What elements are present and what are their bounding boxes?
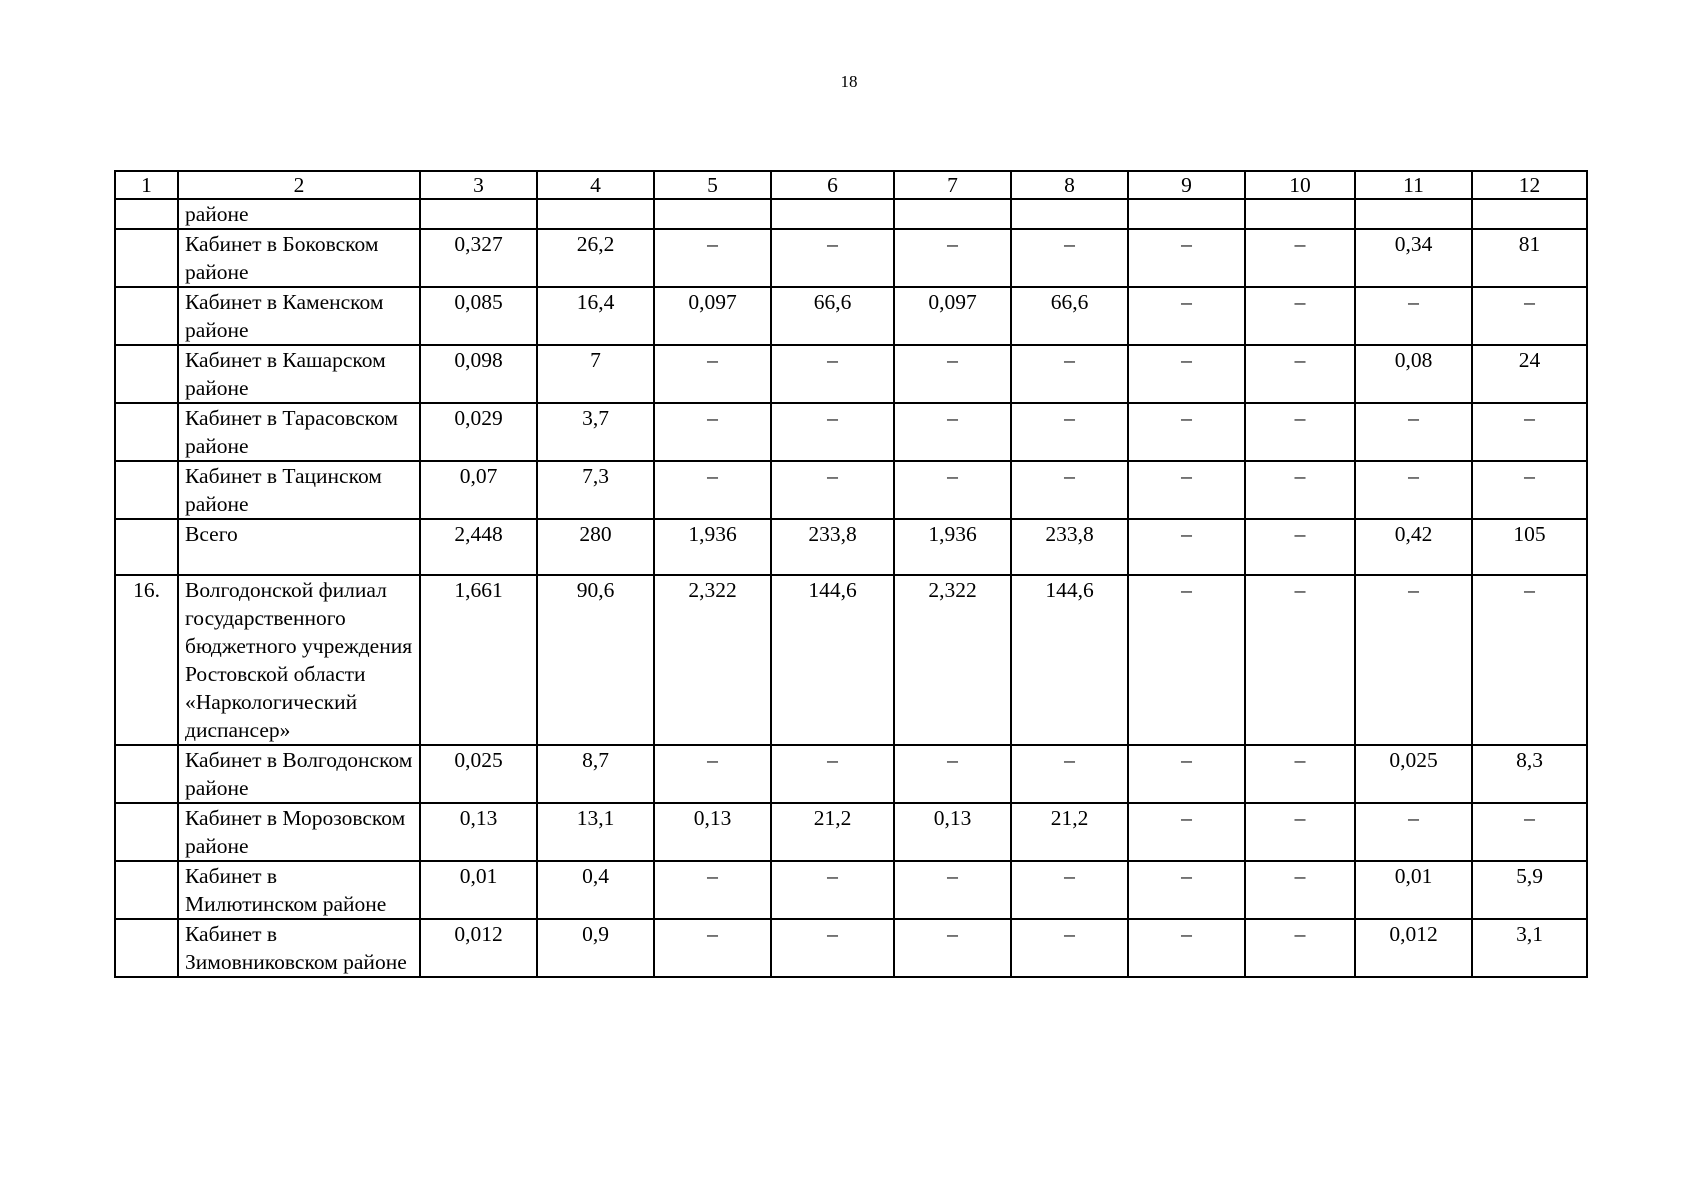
cell-value: 0,34 [1355, 229, 1472, 287]
cell-value [894, 199, 1011, 229]
cell-value: – [1472, 287, 1587, 345]
cell-value: – [894, 403, 1011, 461]
cell-value: – [894, 345, 1011, 403]
cell-value: 3,7 [537, 403, 654, 461]
data-table [114, 170, 1588, 978]
cell-value [537, 199, 654, 229]
column-header: 11 [1355, 171, 1472, 199]
cell-value: 105 [1472, 519, 1587, 575]
cell-value: 8,3 [1472, 745, 1587, 803]
column-header: 1 [115, 171, 178, 199]
cell-value: – [1128, 519, 1245, 575]
cell-value: – [1245, 861, 1355, 919]
row-number [115, 345, 178, 403]
cell-value: – [654, 745, 771, 803]
cell-value: – [654, 403, 771, 461]
cell-value: – [1011, 345, 1128, 403]
cell-value: 16,4 [537, 287, 654, 345]
cell-value: – [654, 229, 771, 287]
table-row [115, 403, 1587, 461]
cell-value: 2,322 [894, 575, 1011, 745]
cell-value: 1,936 [654, 519, 771, 575]
cell-value: 0,01 [420, 861, 537, 919]
cell-value: – [1355, 575, 1472, 745]
cell-value: 0,025 [1355, 745, 1472, 803]
cell-value: – [894, 861, 1011, 919]
column-header: 8 [1011, 171, 1128, 199]
cell-value: – [771, 229, 894, 287]
cell-value: 66,6 [1011, 287, 1128, 345]
table-row [115, 861, 1587, 919]
cell-value: – [654, 461, 771, 519]
cell-value: 0,07 [420, 461, 537, 519]
cell-value [771, 199, 894, 229]
row-number: 16. [115, 575, 178, 745]
cell-value: – [771, 919, 894, 977]
column-header: 7 [894, 171, 1011, 199]
cell-value: 233,8 [1011, 519, 1128, 575]
cell-value: 3,1 [1472, 919, 1587, 977]
cell-value: 0,4 [537, 861, 654, 919]
cell-value: 81 [1472, 229, 1587, 287]
cell-value: – [894, 745, 1011, 803]
cell-value: – [1355, 403, 1472, 461]
table-row [115, 229, 1587, 287]
cell-value: 0,13 [420, 803, 537, 861]
column-header: 5 [654, 171, 771, 199]
cell-value: 0,098 [420, 345, 537, 403]
cell-value: – [1128, 345, 1245, 403]
cell-value: – [1472, 461, 1587, 519]
column-header: 4 [537, 171, 654, 199]
row-number [115, 403, 178, 461]
cell-value: 0,13 [894, 803, 1011, 861]
cell-value: – [1472, 403, 1587, 461]
table-row-total [115, 519, 1587, 575]
table-row [115, 919, 1587, 977]
cell-value: – [894, 229, 1011, 287]
cell-value: 0,9 [537, 919, 654, 977]
cell-value: – [1245, 345, 1355, 403]
cell-value: – [1011, 229, 1128, 287]
cell-value: 2,322 [654, 575, 771, 745]
cell-value: 66,6 [771, 287, 894, 345]
cell-value: – [1355, 803, 1472, 861]
cell-value: – [1245, 519, 1355, 575]
cell-value: – [894, 461, 1011, 519]
cell-value: – [1011, 461, 1128, 519]
cell-value: – [1128, 403, 1245, 461]
cell-value: – [1245, 919, 1355, 977]
row-name: Кабинет в Зимовниковском районе [178, 919, 420, 977]
table-row [115, 461, 1587, 519]
column-header: 10 [1245, 171, 1355, 199]
cell-value: 0,097 [894, 287, 1011, 345]
cell-value [1011, 199, 1128, 229]
cell-value: 90,6 [537, 575, 654, 745]
cell-value: 1,936 [894, 519, 1011, 575]
table-row [115, 199, 1587, 229]
cell-value: 0,327 [420, 229, 537, 287]
cell-value: – [1355, 287, 1472, 345]
page-number: 18 [840, 72, 858, 91]
cell-value: – [654, 861, 771, 919]
cell-value: – [1245, 803, 1355, 861]
cell-value [654, 199, 771, 229]
column-header: 9 [1128, 171, 1245, 199]
row-name: Кабинет в Боковском районе [178, 229, 420, 287]
cell-value: 280 [537, 519, 654, 575]
cell-value: – [1011, 919, 1128, 977]
cell-value: – [654, 919, 771, 977]
cell-value: – [1128, 919, 1245, 977]
table-row [115, 575, 1587, 745]
cell-value: – [894, 919, 1011, 977]
row-number [115, 519, 178, 575]
table-row [115, 803, 1587, 861]
cell-value: 0,012 [1355, 919, 1472, 977]
cell-value: – [1128, 745, 1245, 803]
cell-value: 144,6 [1011, 575, 1128, 745]
cell-value: 0,01 [1355, 861, 1472, 919]
cell-value [420, 199, 537, 229]
cell-value: 0,13 [654, 803, 771, 861]
table-row [115, 287, 1587, 345]
row-name: Кабинет в Милютинском районе [178, 861, 420, 919]
row-name: Кабинет в Волгодонском районе [178, 745, 420, 803]
cell-value: – [1128, 461, 1245, 519]
cell-value: – [771, 861, 894, 919]
cell-value: – [771, 461, 894, 519]
cell-value: – [1011, 861, 1128, 919]
cell-value: – [771, 403, 894, 461]
table-row [115, 745, 1587, 803]
cell-value: 2,448 [420, 519, 537, 575]
cell-value: – [1355, 461, 1472, 519]
cell-value: – [1245, 745, 1355, 803]
row-name: Кабинет в Тарасовском районе [178, 403, 420, 461]
column-header: 6 [771, 171, 894, 199]
row-name: Кабинет в Кашарском районе [178, 345, 420, 403]
cell-value: – [1245, 403, 1355, 461]
cell-value: 21,2 [771, 803, 894, 861]
table-row [115, 345, 1587, 403]
cell-value: – [1245, 287, 1355, 345]
row-number [115, 745, 178, 803]
column-header: 12 [1472, 171, 1587, 199]
cell-value: – [1128, 803, 1245, 861]
row-number [115, 803, 178, 861]
cell-value [1472, 199, 1587, 229]
row-number [115, 919, 178, 977]
cell-value: – [1128, 861, 1245, 919]
row-name: Кабинет в Тацинском районе [178, 461, 420, 519]
cell-value: 233,8 [771, 519, 894, 575]
cell-value: – [1128, 575, 1245, 745]
cell-value: 0,029 [420, 403, 537, 461]
cell-value: 0,097 [654, 287, 771, 345]
cell-value [1128, 199, 1245, 229]
cell-value: 8,7 [537, 745, 654, 803]
row-name: Кабинет в Морозовском районе [178, 803, 420, 861]
cell-value: – [1472, 575, 1587, 745]
cell-value: 21,2 [1011, 803, 1128, 861]
cell-value: 0,08 [1355, 345, 1472, 403]
row-name: районе [178, 199, 420, 229]
cell-value: – [1011, 745, 1128, 803]
cell-value: – [654, 345, 771, 403]
cell-value: – [1128, 229, 1245, 287]
cell-value: 7 [537, 345, 654, 403]
cell-value: – [1245, 461, 1355, 519]
row-number [115, 199, 178, 229]
row-number [115, 861, 178, 919]
cell-value: 13,1 [537, 803, 654, 861]
row-name: Всего [178, 519, 420, 575]
cell-value: 24 [1472, 345, 1587, 403]
table-header-row [115, 171, 1587, 199]
row-name: Кабинет в Каменском районе [178, 287, 420, 345]
cell-value [1245, 199, 1355, 229]
cell-value: 5,9 [1472, 861, 1587, 919]
cell-value: – [1011, 403, 1128, 461]
cell-value: 26,2 [537, 229, 654, 287]
row-number [115, 287, 178, 345]
cell-value: 0,012 [420, 919, 537, 977]
cell-value: 0,42 [1355, 519, 1472, 575]
row-number [115, 461, 178, 519]
cell-value: – [1245, 575, 1355, 745]
cell-value: – [771, 345, 894, 403]
cell-value [1355, 199, 1472, 229]
row-name: Волгодонской филиал государственного бюджетного учреждения Ростовской области «Наркологический диспансер» [178, 575, 420, 745]
column-header: 3 [420, 171, 537, 199]
cell-value: – [1472, 803, 1587, 861]
cell-value: – [1245, 229, 1355, 287]
cell-value: – [1128, 287, 1245, 345]
column-header: 2 [178, 171, 420, 199]
cell-value: 0,085 [420, 287, 537, 345]
cell-value: 0,025 [420, 745, 537, 803]
row-number [115, 229, 178, 287]
cell-value: 144,6 [771, 575, 894, 745]
cell-value: – [771, 745, 894, 803]
cell-value: 1,661 [420, 575, 537, 745]
cell-value: 7,3 [537, 461, 654, 519]
